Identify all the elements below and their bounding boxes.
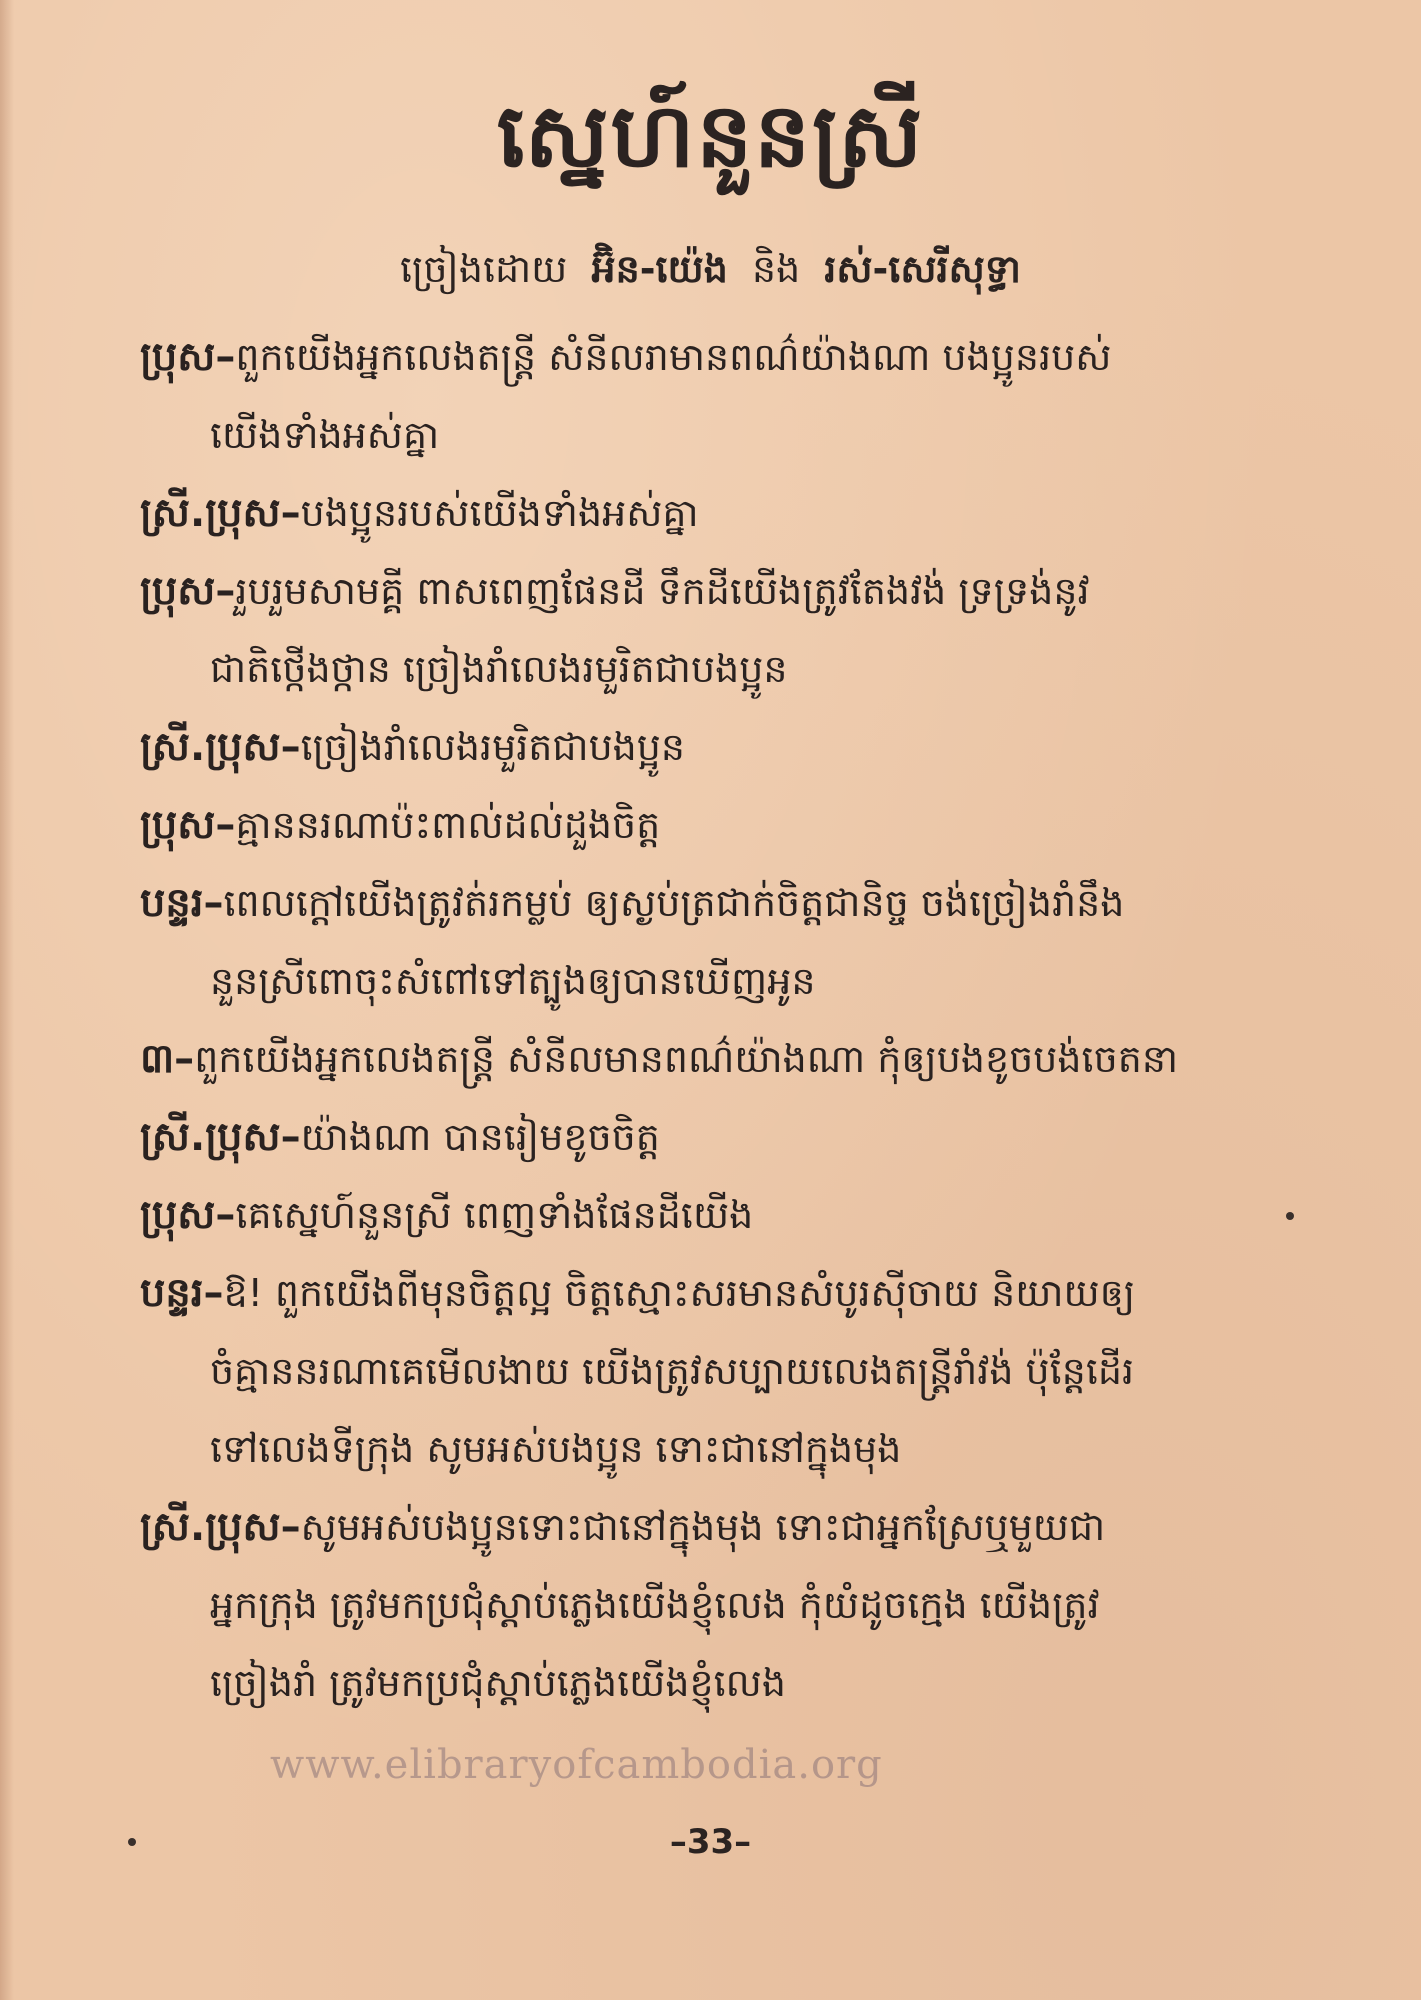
lyric-line bbox=[140, 942, 1280, 1020]
lyric-line bbox=[140, 1332, 1280, 1410]
lyric-text: ច្រៀងរាំ ត្រូវមកប្រជុំស្តាប់ភ្លេងយើងខ្ញុំលេង bbox=[210, 1661, 786, 1705]
lyric-line bbox=[140, 708, 1280, 786]
lyric-line bbox=[140, 786, 1280, 864]
lyric-line bbox=[140, 1176, 1280, 1254]
singer-1: អ៊ិន-យ៉េង bbox=[591, 247, 728, 291]
lyric-text: ចំគ្មាននរណាគេមើលងាយ យើងត្រូវសប្បាយលេងតន្ត្រីរាំវង់ ប៉ុន្តែដើរ bbox=[210, 1349, 1135, 1393]
speaker-label: ប្រុស– bbox=[140, 802, 236, 848]
lyric-text: អ្នកក្រុង ត្រូវមកប្រជុំស្តាប់ភ្លេងយើងខ្ញុំលេង កុំយំដូចក្មេង យើងត្រូវ bbox=[210, 1583, 1100, 1627]
credits-conjunction: និង bbox=[751, 247, 801, 291]
lyric-line bbox=[140, 1644, 1280, 1722]
lyric-text: សូមអស់បងប្អូនទោះជានៅក្នុងមុង ទោះជាអ្នកស្រែឬមួយជា bbox=[300, 1505, 1106, 1549]
library-watermark: www.elibraryofcambodia.org bbox=[270, 1742, 883, 1788]
lyric-text: ពួកយើងអ្នកលេងតន្ត្រី សំនីលមានពណ៌យ៉ាងណា កុំឲ្យបងខូចបង់ចេតនា bbox=[194, 1037, 1178, 1081]
speaker-label: បន្ទរ– bbox=[140, 880, 224, 926]
singer-2: រស់-សេរីសុទ្ធា bbox=[824, 247, 1021, 291]
speaker-label: ប្រុស– bbox=[140, 568, 236, 614]
lyric-text: យ៉ាងណា បានរៀមខូចចិត្ត bbox=[300, 1115, 660, 1159]
lyric-text: ឱ! ពួកយើងពីមុនចិត្តល្អ ចិត្តស្មោះសរមានសំបូរស៊ីចាយ និយាយឲ្យ bbox=[223, 1271, 1136, 1315]
speaker-label: ប្រុស– bbox=[140, 334, 236, 380]
lyric-text: ជាតិថ្កើងថ្កាន ច្រៀងរាំលេងរមួរិតជាបងប្អូន bbox=[210, 647, 788, 691]
lyric-line bbox=[140, 1488, 1280, 1566]
lyric-text: បងប្អូនរបស់យើងទាំងអស់គ្នា bbox=[300, 491, 699, 535]
ink-speck bbox=[128, 1838, 136, 1846]
lyric-text: ច្រៀងរាំលេងរមួរិតជាបងប្អូន bbox=[300, 725, 686, 769]
lyric-line bbox=[140, 552, 1280, 630]
lyrics-body bbox=[140, 318, 1280, 1722]
lyric-line bbox=[140, 1020, 1280, 1098]
lyric-line bbox=[140, 630, 1280, 708]
lyric-text: គេស្នេហ៍នួនស្រី ពេញទាំងផែនដីយើង bbox=[235, 1193, 754, 1237]
speaker-label: ៣– bbox=[140, 1036, 195, 1082]
lyric-line bbox=[140, 1410, 1280, 1488]
lyric-text: យើងទាំងអស់គ្នា bbox=[210, 413, 440, 457]
lyric-text: ពួកយើងអ្នកលេងតន្ត្រី សំនីលរាមានពណ៌យ៉ាងណា បងប្អូនរបស់ bbox=[235, 335, 1112, 379]
lyric-text: ពេលក្តៅយើងត្រូវត់រកម្លប់ ឲ្យស្ងប់ត្រជាក់ចិត្តជានិច្ច ចង់ច្រៀងរាំនឹង bbox=[223, 881, 1125, 925]
lyric-text: រួបរួមសាមគ្គី ពាសពេញផែនដី ទឹកដីយើងត្រូវតែងវង់ ទ្រទ្រង់នូវ bbox=[235, 569, 1090, 613]
lyric-line bbox=[140, 1566, 1280, 1644]
lyric-line bbox=[140, 396, 1280, 474]
lyric-line bbox=[140, 318, 1280, 396]
lyric-text: ទៅលេងទីក្រុង សូមអស់បងប្អូន ទោះជានៅក្នុងមុង bbox=[210, 1427, 902, 1471]
speaker-label: ស្រី.ប្រុស– bbox=[140, 724, 301, 770]
lyric-line bbox=[140, 1254, 1280, 1332]
speaker-label: ស្រី.ប្រុស– bbox=[140, 1114, 301, 1160]
speaker-label: ស្រី.ប្រុស– bbox=[140, 490, 301, 536]
lyric-line bbox=[140, 864, 1280, 942]
lyric-line bbox=[140, 1098, 1280, 1176]
lyric-text: គ្មាននរណាប៉ះពាល់ដល់ដួងចិត្ត bbox=[235, 803, 661, 847]
speaker-label: ប្រុស– bbox=[140, 1192, 236, 1238]
page-number: –33– bbox=[669, 1822, 752, 1862]
lyric-text: នួនស្រីពោចុះសំពៅទៅត្បូងឲ្យបានឃើញអូន bbox=[210, 959, 816, 1003]
credits-prefix: ច្រៀងដោយ bbox=[400, 247, 568, 291]
ink-speck bbox=[1286, 1212, 1294, 1220]
speaker-label: បន្ទរ– bbox=[140, 1270, 224, 1316]
lyric-line bbox=[140, 474, 1280, 552]
song-credits bbox=[0, 245, 1421, 301]
speaker-label: ស្រី.ប្រុស– bbox=[140, 1504, 301, 1550]
song-title: ស្នេហ៍នួនស្រី bbox=[496, 83, 925, 187]
